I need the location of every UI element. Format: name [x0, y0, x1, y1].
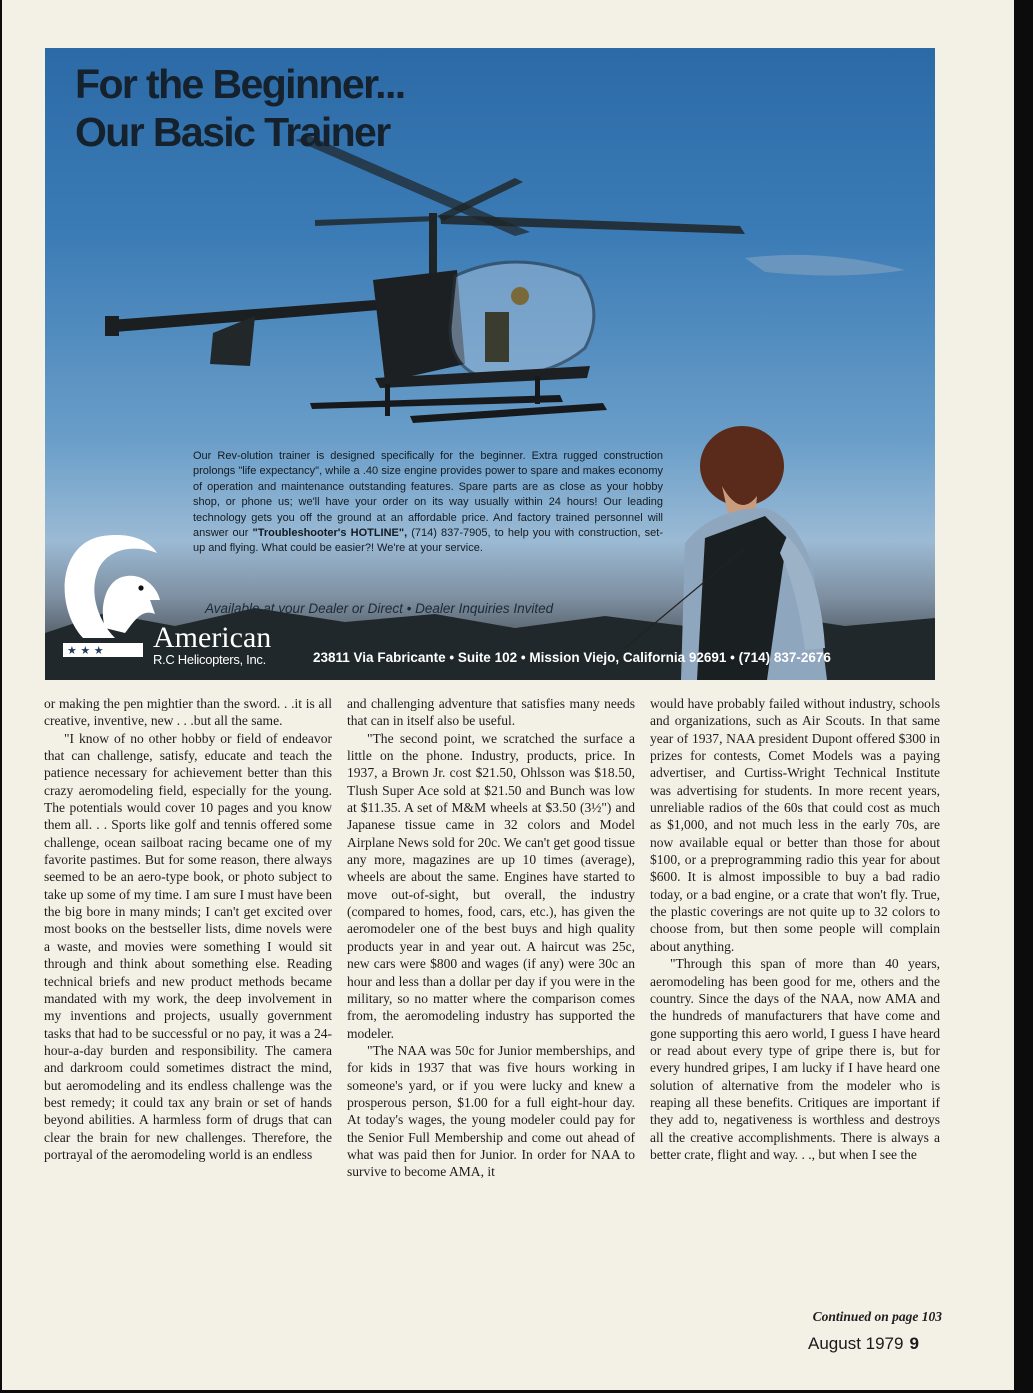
paragraph: "The second point, we scratched the surface a little on the phone. Industry, products, price. In 1937, a Brown Jr. cost $21.50, Ohlsson was $18.50, Tlush Super Ace sold at $21.50 and Bunch was low at $11.35. A set of M&M wheels at $3.50 (3½") and Japanese tissue came in 32 colors and Model Airplane News sold for 20c. We can't get good tissue any more, magazines are up 10 times (average), wheels are about the same. Engines have started to move out-of-sight, but overall, the industry (compared to homes, food, cars, etc.), has given the aeromodeler one of the best buys and high quality products year in and year out. A haircut was 25c, new cars were $800 and wages (if any) were 30c an hour and less than a dollar per day if you were in the military, so no matter where the comparison comes from, the aeromodeling industry has supported the modeler.: [347, 730, 635, 1041]
dealer-availability: Available at your Dealer or Direct • Dealer Inquiries Invited: [205, 601, 554, 616]
paragraph: and challenging adventure that satisfies many needs that can in itself also be useful.: [347, 696, 635, 729]
paragraph: "I know of no other hobby or field of endeavor that can challenge, satisfy, educate and teach the patience necessary for achievement better than this crazy aeromodeling field, especially for the young. The potentials would cover 10 pages and you know them all. . . Sports like golf and tennis offered some challenge, ocean sailboat racing became one of my favorite pastimes. But for some reason, there always seemed to be an aero-type book, or photo subject to take up some of my time. I am sure I must have been the big bore in many minds; I can't get excited over most books on the bestseller lists, dime novels were a waste, and movies were something I would sit through and think about something else. Reading technical briefs and new product methods became mandated with my work, the deep involvement in my inventions and projects, usually government tasks that had to be successful or no pay, it was a 24-hour-a-day burden and responsibility. The camera and darkroom could sometimes distract the mind, but aeromodeling and its endless challenge was the best remedy; it could tax any brain or set of hands beyond abilities. A harmless form of drugs that can clear the brain for new challenges. Therefore, the portrayal of the aeromodeling world is an endless: [44, 730, 332, 1162]
cloud-streak: [745, 255, 905, 276]
article-column-2: [347, 695, 635, 1335]
svg-text:★ ★ ★: ★ ★ ★: [67, 644, 104, 657]
paragraph: "Through this span of more than 40 years, aeromodeling has been good for me, others and the country. Since the days of the NAA, now AMA and the hundreds of manufacturers that have come and gone supporting this aero world, I guess I have heard or read about every type of gripe there is, but for every hundred gripes, I am lucky if I have heard one solution of alternative from the modeler who is reaping all these benefits. Critiques are important if they add to, negativeness is worthless and destroys all the creative accomplishments. There is always a better crate, flight and way. . ., but when I see the: [650, 956, 940, 1162]
continued-note: Continued on page 103: [812, 1309, 942, 1324]
pilot-figure: [681, 426, 827, 680]
headline-line-2: Our Basic Trainer: [75, 109, 390, 155]
hotline-label: "Troubleshooter's HOTLINE",: [252, 527, 408, 540]
issue-date: August 1979: [808, 1334, 904, 1353]
magazine-page: [2, 0, 1014, 1390]
paragraph: "The NAA was 50c for Junior memberships, and for kids in 1937 that was five hours working in someone's yard, or if you were lucky and knew a prosperous person, $1.00 for a full eight-hour day. At today's wages, the young modeler could pay for the Senior Full Membership and come out ahead of what was paid then for Junior. In order for NAA to survive to become AMA, it: [347, 1042, 635, 1180]
ad-headline: [75, 60, 405, 156]
paragraph: would have probably failed without industry, schools and organizations, such as Air Scouts. In that same year of 1937, NAA president Dupont offered $300 in prizes for contests, Comet Models was a paying advertiser, and Curtiss-Wright Technical Institute was advertising for students. In more recent years, unreliable radios of the 60s that could cost as much as $1,000, and not much less in the early 70s, are now available equal or better than those for about $100, or a preprogramming radio this year for about $600. It is almost impossible to buy a bad radio today, or a bad engine, or a crate that won't fly. True, the plastic coverings are not quite up to 32 colors to choose from, but then some people will complain about anything.: [650, 696, 940, 954]
article-column-1: [44, 695, 332, 1335]
brand-name: American: [153, 621, 272, 654]
helicopter-icon: [105, 136, 745, 423]
article-column-3: [650, 695, 940, 1335]
page-footer: [808, 1334, 919, 1354]
company-address: 23811 Via Fabricante • Suite 102 • Mission Viejo, California 92691 • (714) 837-2676: [313, 650, 831, 665]
advertisement: [45, 48, 935, 680]
headline-line-1: For the Beginner...: [75, 61, 405, 107]
brand-subtitle: R.C Helicopters, Inc.: [153, 652, 266, 667]
paragraph: or making the pen mightier than the sword. . .it is all creative, inventive, new . . .but all the same.: [44, 696, 332, 729]
ad-body-copy: Our Rev-olution trainer is designed specifically for the beginner. Extra rugged construction prolongs "life expectancy", while a .40 size engine provides power to spare and makes economy of operation and maintenance outstanding features. Spare parts are as close as your hobby shop, or phone us; we'll have your order on its way usually within 24 hours! Our leading technology gets you off the ground at an affordable price. And factory trained personnel will answer our "Troubleshooter's HOTLINE", (714) 837-7905, to help you with construction, set-up and flying. What could be easier?! We're at your service.: [193, 450, 663, 555]
page-number: 9: [909, 1334, 919, 1353]
